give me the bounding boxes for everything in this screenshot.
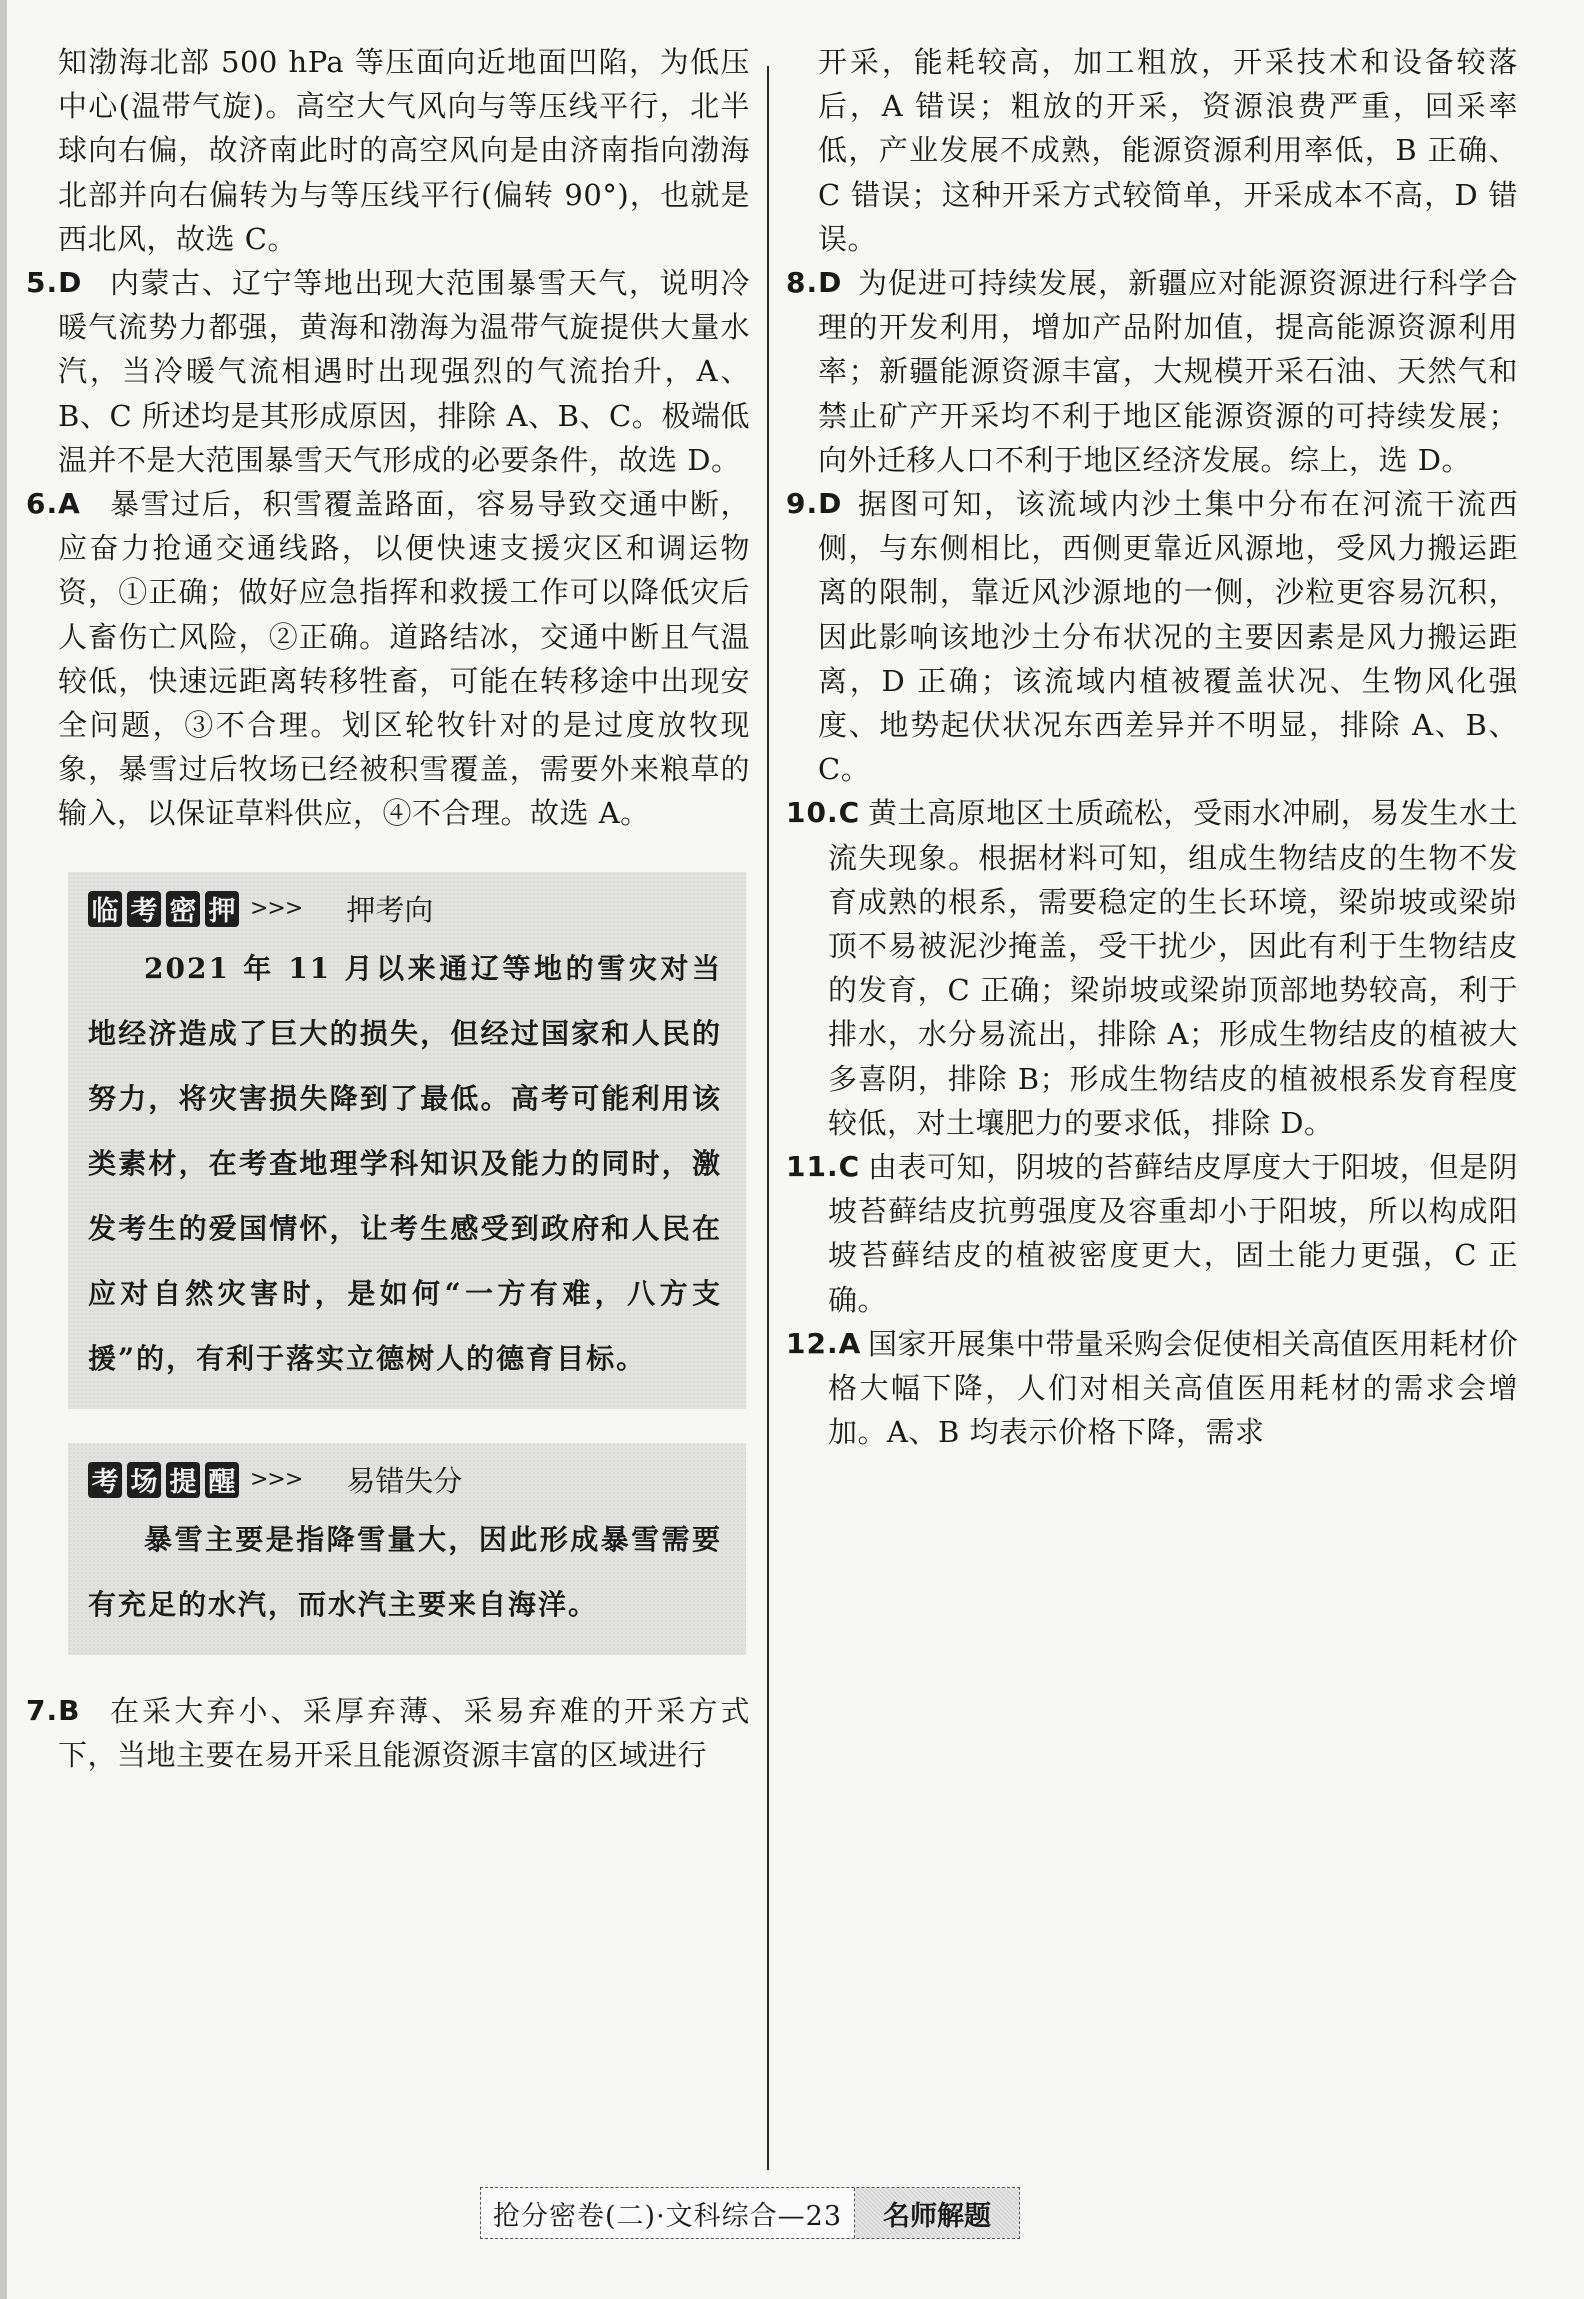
left-column: [26, 40, 750, 1777]
footer-page-label: 抢分密卷(二)·文科综合—23: [481, 2188, 855, 2238]
answer-text: 为促进可持续发展，新疆应对能源资源进行科学合理的开发利用，增加产品附加值，提高能源资源利用率；新疆能源资源丰富，大规模开采石油、天然气和禁止矿产开采均不利于地区能源资源的可持续发展；向外迁移人口不利于地区经济发展。综上，选 D。: [818, 266, 1518, 477]
callout-text: 暴雪主要是指降雪量大，因此形成暴雪需要有充足的水汽，而水汽主要来自海洋。: [88, 1522, 722, 1621]
answer-item-5: [26, 261, 750, 482]
page-footer: [480, 2187, 1020, 2239]
answer-number: 7.B: [26, 1693, 81, 1727]
answer-item-12: [786, 1322, 1518, 1455]
callout-title: 易错失分: [346, 1464, 463, 1499]
answer-item-7: [26, 1689, 750, 1777]
answer-text: 暴雪过后，积雪覆盖路面，容易导致交通中断，应奋力抢通交通线路，以便快速支援灾区和调运物资，①正确；做好应急指挥和救援工作可以降低灾后人畜伤亡风险，②正确。道路结冰，交通中断且气温较低，快速远距离转移牲畜，可能在转移途中出现安全问题，③不合理。划区轮牧针对的是过度放牧现象，暴雪过后牧场已经被积雪覆盖，需要外来粮草的输入，以保证草料供应，④不合理。故选 A。: [58, 487, 750, 831]
badge-char: 场: [127, 1462, 161, 1498]
footer-section-label: 名师解题: [855, 2188, 1019, 2238]
callout-title: 押考向: [346, 893, 434, 928]
callout-text: 2021 年 11 月以来通辽等地的雪灾对当地经济造成了巨大的损失，但经过国家和人民的努力，将灾害损失降到了最低。高考可能利用该类素材，在考查地理学科知识及能力的同时，激发考生的爱国情怀，让考生感受到政府和人民在应对自然灾害时，是如何“一方有难，八方支援”的，有利于落实立德树人的德育目标。: [88, 951, 722, 1375]
answer-number: 5.D: [26, 266, 83, 300]
answer-number: 10.C: [786, 796, 861, 830]
page-edge-shadow: [0, 0, 7, 2299]
callout-exam-reminder: [68, 1443, 746, 1655]
answer-number: 9.D: [786, 487, 843, 521]
column-divider: [767, 66, 769, 2170]
callout-heading: [88, 886, 722, 932]
answer-text: 由表可知，阴坡的苔藓结皮厚度大于阳坡，但是阴坡苔藓结皮抗剪强度及容重却小于阳坡，所以构成阳坡苔藓结皮的植被密度更大，固土能力更强，C 正确。: [828, 1150, 1518, 1317]
answer-item-9: [786, 482, 1518, 791]
badge-char: 考: [88, 1462, 122, 1498]
answer-item-6: [26, 482, 750, 836]
badge-char: 提: [166, 1462, 200, 1498]
answer-text: 黄土高原地区土质疏松，受雨水冲刷，易发生水土流失现象。根据材料可知，组成生物结皮的生物不发育成熟的根系，需要稳定的生长环境，梁峁坡或梁峁顶不易被泥沙掩盖，受干扰少，因此有利于生物结皮的发育，C 正确；梁峁坡或梁峁顶部地势较高，利于排水，水分易流出，排除 A；形成生物结皮的植被大多喜阴，排除 B；形成生物结皮的植被根系发育程度较低，对土壤肥力的要求低，排除 D。: [828, 796, 1518, 1140]
answer-text: 内蒙古、辽宁等地出现大范围暴雪天气，说明冷暖气流势力都强，黄海和渤海为温带气旋提供大量水汽，当冷暖气流相遇时出现强烈的气流抬升，A、B、C 所述均是其形成原因，排除 A、B、C。极端低温并不是大范围暴雪天气形成的必要条件，故选 D。: [58, 266, 750, 477]
badge-char: 临: [88, 891, 122, 927]
chevrons-icon: >>>: [250, 896, 303, 922]
badge-char: 醒: [205, 1462, 239, 1498]
answer-item-10: [786, 791, 1518, 1145]
answer-number: 6.A: [26, 487, 81, 521]
answer-text: 在采大弃小、采厚弃薄、采易弃难的开采方式下，当地主要在易开采且能源资源丰富的区域进行: [58, 1693, 750, 1772]
badge-char: 押: [205, 891, 239, 927]
answer-item-11: [786, 1145, 1518, 1322]
badge-char: 考: [127, 891, 161, 927]
answer-number: 8.D: [786, 266, 843, 300]
chevrons-icon: >>>: [250, 1467, 303, 1493]
continuation-paragraph: 知渤海北部 500 hPa 等压面向近地面凹陷，为低压中心(温带气旋)。高空大气风向与等压线平行，北半球向右偏，故济南此时的高空风向是由济南指向渤海北部并向右偏转为与等压线平行(偏转 90°)，也就是西北风，故选 C。: [58, 45, 750, 256]
continuation-paragraph: 开采，能耗较高，加工粗放，开采技术和设备较落后，A 错误；粗放的开采，资源浪费严重，回采率低，产业发展不成熟，能源资源利用率低，B 正确、C 错误；这种开采方式较简单，开采成本不高，D 错误。: [818, 45, 1518, 256]
callout-heading: [88, 1457, 722, 1503]
badge-char: 密: [166, 891, 200, 927]
answer-text: 据图可知，该流域内沙土集中分布在河流干流西侧，与东侧相比，西侧更靠近风源地，受风力搬运距离的限制，靠近风沙源地的一侧，沙粒更容易沉积，因此影响该地沙土分布状况的主要因素是风力搬运距离，D 正确；该流域内植被覆盖状况、生物风化强度、地势起伏状况东西差异并不明显，排除 A、B、C。: [818, 487, 1518, 787]
answer-number: 11.C: [786, 1150, 861, 1184]
callout-exam-forecast: [68, 872, 746, 1409]
answer-text: 国家开展集中带量采购会促使相关高值医用耗材价格大幅下降，人们对相关高值医用耗材的需求会增加。A、B 均表示价格下降，需求: [828, 1326, 1518, 1450]
right-column: [786, 40, 1518, 1455]
answer-item-8: [786, 261, 1518, 482]
answer-number: 12.A: [786, 1326, 862, 1360]
